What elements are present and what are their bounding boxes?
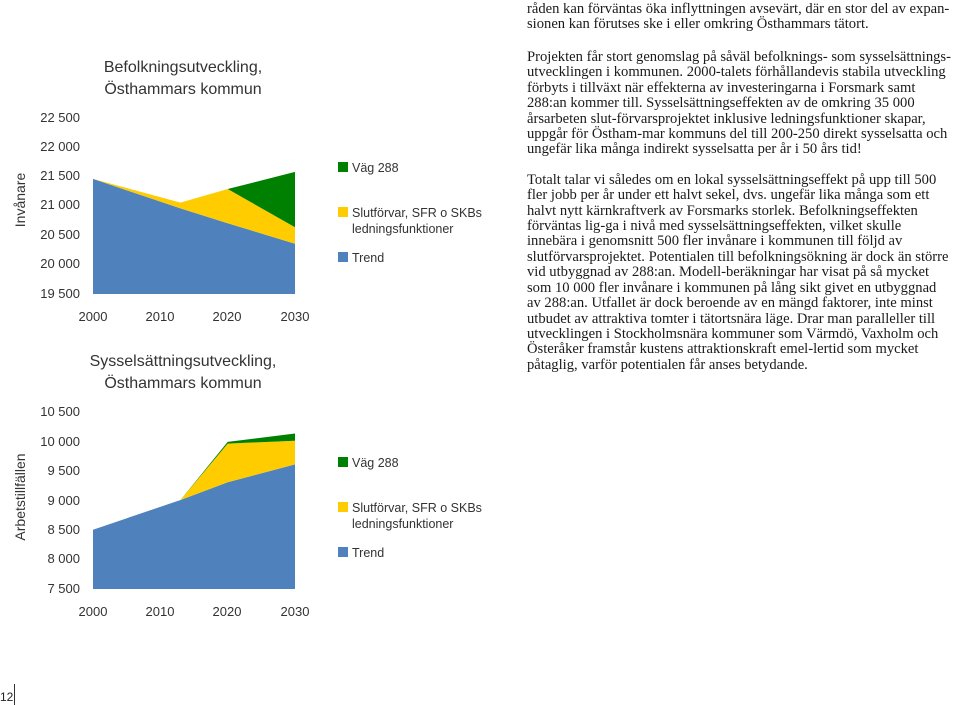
body-paragraph-1: Projekten får stort genomslag på såväl befolknings- som sysselsättnings-utvecklingen i kommunen. 2000-talets förhållandevis stabila utveckling förbyts i tillväxt när effekterna av investeringarna i Forsmark samt 288:an kommer till. Sysselsättningseffekten av de omkring 35 000 årsarbeten slut-förvarsprojektet inklusive ledningsfunktioner skapar, uppgår för Östham-mar kommuns del till 200-250 direkt sysselsatta och ungefär lika många indirekt sysselsatta per år i 50 års tid! <box>527 49 951 158</box>
chart2-xtick: 2030 <box>280 604 310 619</box>
chart1-ytick: 20 000 <box>40 256 80 271</box>
chart2-title: Sysselsättningsutveckling, <box>89 353 277 370</box>
chart2-ytick: 8 500 <box>47 522 80 537</box>
chart1-xtick: 2030 <box>280 309 310 324</box>
chart1-legend-label-trend: Trend <box>352 251 385 265</box>
chart2-legend-label-slutforvar-line2: ledningsfunktioner <box>352 517 454 531</box>
chart1-xtick: 2020 <box>212 309 242 324</box>
chart1-title: Befolkningsutveckling, <box>103 59 263 76</box>
chart1-legend-swatch-slutforvar <box>338 207 348 217</box>
body-text <box>527 50 951 373</box>
chart2-ytick: 8 000 <box>47 551 80 566</box>
chart1-ytick: 22 000 <box>40 139 80 154</box>
chart1-ylabel: Invånare <box>12 172 28 228</box>
chart2-xtick: 2020 <box>212 604 242 619</box>
chart2-legend-swatch-trend <box>338 547 348 557</box>
employment-chart <box>12 353 482 619</box>
chart2-ylabel: Arbetstillfällen <box>12 453 28 541</box>
chart1-ytick: 22 500 <box>40 110 80 125</box>
page-divider <box>14 684 15 705</box>
chart2-area-trend <box>93 464 295 589</box>
chart1-subtitle: Östhammars kommun <box>104 81 262 98</box>
top-text-fragment <box>527 2 951 33</box>
chart2-ytick: 10 000 <box>40 434 80 449</box>
chart2-xtick: 2010 <box>145 604 175 619</box>
chart1-legend-label-vag288: Väg 288 <box>352 161 399 175</box>
chart2-ytick: 7 500 <box>47 581 80 596</box>
chart2-subtitle: Östhammars kommun <box>104 375 262 392</box>
chart2-xtick: 2000 <box>78 604 108 619</box>
population-chart <box>12 59 482 324</box>
chart1-legend-swatch-trend <box>338 252 348 262</box>
chart2-legend-swatch-vag288 <box>338 457 348 467</box>
chart1-ytick: 21 000 <box>40 197 80 212</box>
chart2-ytick: 9 500 <box>47 463 80 478</box>
chart1-legend-label-slutforvar: Slutförvar, SFR o SKBs <box>352 206 482 220</box>
page-number: 12 <box>0 690 14 704</box>
chart1-ytick: 20 500 <box>40 227 80 242</box>
chart1-xtick: 2000 <box>78 309 108 324</box>
chart2-legend-swatch-slutforvar <box>338 502 348 512</box>
chart1-xtick: 2010 <box>145 309 175 324</box>
chart2-ytick: 10 500 <box>40 404 80 419</box>
chart1-ytick: 19 500 <box>40 286 80 301</box>
chart1-ytick: 21 500 <box>40 168 80 183</box>
chart1-legend-label-slutforvar-line2: ledningsfunktioner <box>352 222 454 236</box>
chart2-ytick: 9 000 <box>47 493 80 508</box>
body-paragraph-2: Totalt talar vi således om en lokal sysselsättningseffekt på upp till 500 fler jobb per år under ett halvt sekel, dvs. ungefär lika många som ett halvt nytt kärnkraftverk av Forsmarks storlek. Befolkningseffekten förväntas lig-ga i nivå med sysselsättningseffekten, vilket skulle innebära i genomsnitt 500 fler invånare i kommunen till följd av slutförvarsprojektet. Potentialen till befolkningsökning är dock än större vid utbyggnad av 288:an. Modell-beräkningar har visat på så mycket som 10 000 fler invånare i kommunen på lång sikt givet en utbyggnad av 288:an. Utfallet är dock beroende av en mängd faktorer, inte minst utbudet av attraktiva tomter i tätortsnära läge. Drar man paralleller till utvecklingen i Stockholmsnära kommuner som Värmdö, Vaxholm och Österåker framstår kustens attraktionskraft emel-lertid som mycket påtaglig, varför potentialen får anses betydande. <box>527 171 949 373</box>
chart1-legend-swatch-vag288 <box>338 162 348 172</box>
chart2-legend-label-vag288: Väg 288 <box>352 456 399 470</box>
chart2-legend-label-slutforvar: Slutförvar, SFR o SKBs <box>352 501 482 515</box>
chart2-legend-label-trend: Trend <box>352 546 385 560</box>
top-fragment-paragraph: råden kan förväntas öka inflyttningen avsevärt, där en stor del av expan-sionen kan förutses ske i eller omkring Östhammars tätort. <box>527 1 950 33</box>
